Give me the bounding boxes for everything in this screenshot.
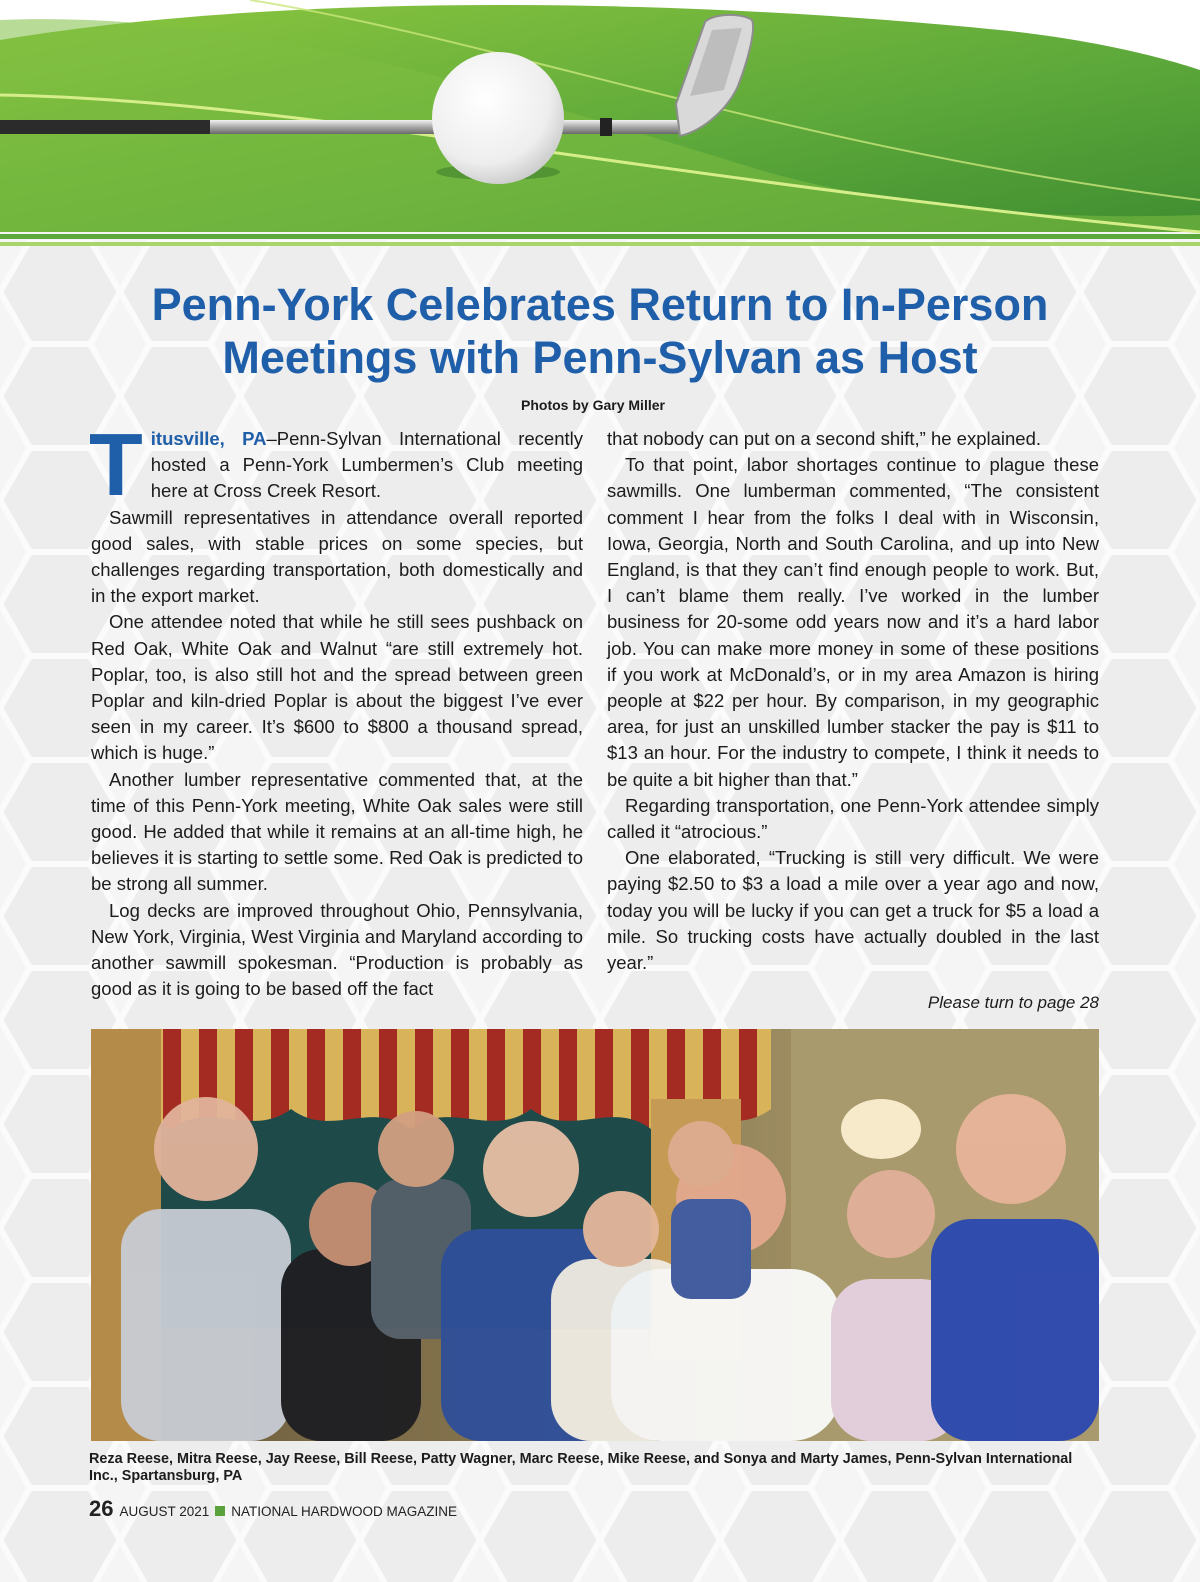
issue-date: AUGUST 2021 <box>119 1504 210 1519</box>
continued-link[interactable]: Please turn to page 28 <box>927 993 1099 1012</box>
headline-line-2: Meetings with Penn-Sylvan as Host <box>222 332 978 383</box>
article-paragraph: Regarding transportation, one Penn-York attendee simply called it “atrocious.” <box>607 794 1099 843</box>
paragraph-text: –Penn-Sylvan International recently hosted a Penn-York Lumbermen’s Club meeting here at Cross Creek Resort. <box>150 428 583 502</box>
article-paragraph: Another lumber representative commented that, at the time of this Penn-York meeting, White Oak sales were still good. He added that while it remains at an all-time high, he believes it is starting to settle some. Red Oak is predicted to be strong all summer. <box>91 768 583 895</box>
headline-line-1: Penn-York Celebrates Return to In-Person <box>151 279 1049 330</box>
page-number: 26 <box>89 1496 114 1521</box>
photo-credit: Photos by Gary Miller <box>521 397 665 413</box>
article-paragraph: One attendee noted that while he still sees pushback on Red Oak, White Oak and Walnut “are still extremely hot. Poplar, too, is also still hot and the spread between green Poplar and kiln-dried Poplar is about the biggest I’ve ever seen in my career. It’s $600 to $800 a thousand spread, which is huge.” <box>91 611 583 764</box>
article-paragraph: Log decks are improved throughout Ohio, Pennsylvania, New York, Virginia, West Virginia and Maryland according to another sawmill spokesman. “Production is probably as good as it is going to be based off the fact <box>91 899 583 1000</box>
article-paragraph: that nobody can put on a second shift,” he explained. <box>607 428 1042 449</box>
article-paragraph <box>89 415 583 514</box>
dateline: itusville, PA <box>150 428 267 449</box>
article-paragraph: Sawmill representatives in attendance overall reported good sales, with stable prices on some species, but challenges regarding transportation, both domestically and in the export market. <box>91 506 583 607</box>
article-headline <box>60 278 1140 384</box>
square-bullet-icon <box>215 1506 225 1516</box>
article-paragraph: To that point, labor shortages continue to plague these sawmills. One lumberman commented, “The consistent comment I hear from the folks I deal with in Wisconsin, Iowa, Georgia, North and South Carolina, and up into New England, is that they can’t find enough people to work. But, I can’t blame them really. I’ve worked in the lumber business for 20-some odd years now and it’s a hard labor job. You can make more money in some of these positions if you work at McDonald’s, or in my area Amazon is hiring people at $22 per hour. By comparison, in my geographic area, for just an unskilled lumber stacker the pay is $11 to $13 an hour. For the industry to compete, I think it needs to be quite a bit higher than that.” <box>607 454 1099 790</box>
drop-cap: T <box>89 415 143 514</box>
magazine-name: NATIONAL HARDWOOD MAGAZINE <box>231 1504 458 1519</box>
photo-caption: Reza Reese, Mitra Reese, Jay Reese, Bill Reese, Patty Wagner, Marc Reese, Mike Reese, and Sonya and Marty James, Penn-Sylvan International Inc., Spartansburg, PA <box>89 1451 1073 1484</box>
group-photo <box>91 1029 1099 1441</box>
article-column-2 <box>607 426 1099 976</box>
golf-banner-illustration <box>0 0 1200 250</box>
article-paragraph: One elaborated, “Trucking is still very difficult. We were paying $2.50 to $3 a load a mile over a year ago and now, today you will be lucky if you can get a truck for $5 a load a mile. So trucking costs have actually doubled in the last year.” <box>607 847 1099 974</box>
page-footer <box>89 1496 457 1522</box>
article-column-1 <box>89 415 583 1002</box>
